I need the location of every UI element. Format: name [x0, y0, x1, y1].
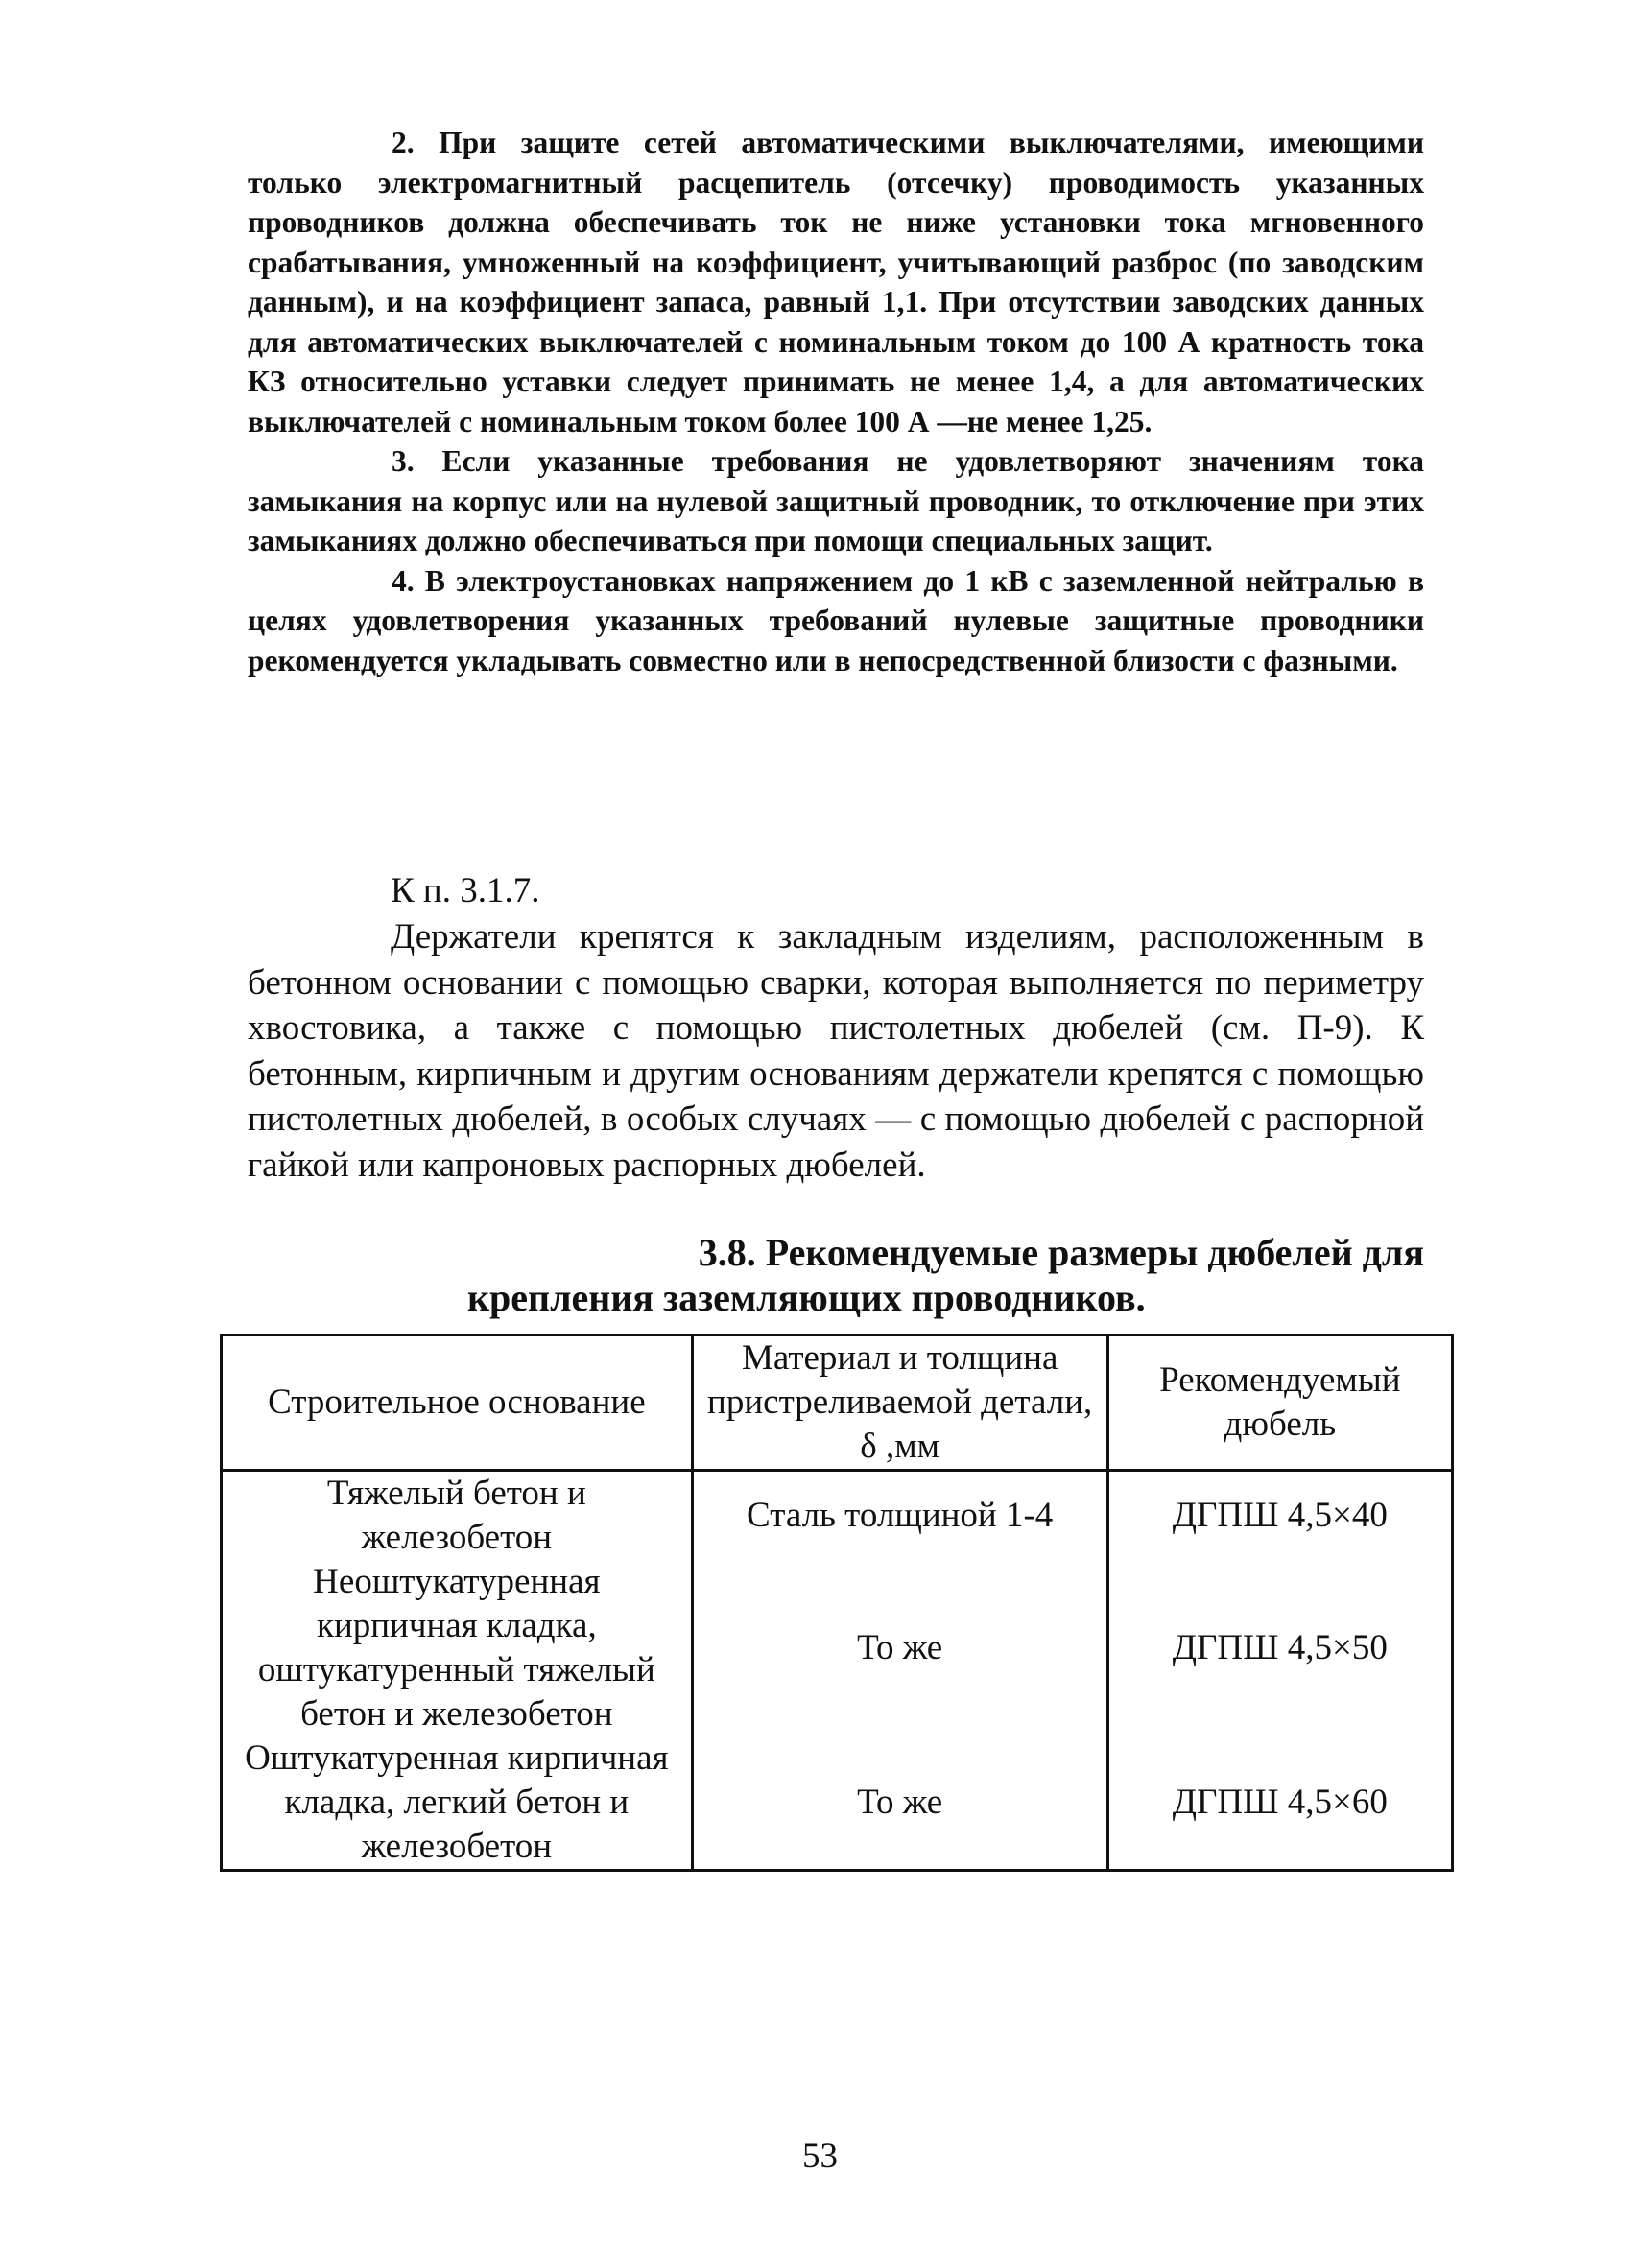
table-row [222, 1471, 1453, 1561]
notes-block [248, 123, 1424, 680]
cell-material: То же [692, 1560, 1107, 1736]
table-title-line-2: крепления заземляющих проводников. [467, 1276, 1146, 1319]
table-header-row [222, 1335, 1453, 1471]
page-number: 53 [802, 2137, 838, 2176]
cell-dowel: ДГПШ 4,5×60 [1107, 1736, 1452, 1871]
cell-dowel: ДГПШ 4,5×40 [1107, 1471, 1452, 1561]
cell-base: Оштукатуренная кирпичная кладка, легкий бетон и железобетон [222, 1736, 693, 1871]
cell-dowel: ДГПШ 4,5×50 [1107, 1560, 1452, 1736]
cell-base: Тяжелый бетон и железобетон [222, 1471, 693, 1561]
paragraph-holders: Держатели крепятся к закладным изделиям, расположенным в бетонном основании с помощью сварки, которая выполняется по периметру хвостовика, а также с помощью пистолетных дюбелей (см. П-9). К бетонным, кирпичным и другим основаниям держатели крепятся с помощью пистолетных дюбелей, в особых случаях — с помощью дюбелей с распорной гайкой или капроновых распорных дюбелей. [248, 917, 1424, 1185]
table-row [222, 1560, 1453, 1736]
header-material: Материал и толщина пристреливаемой детали, δ ,мм [692, 1335, 1107, 1471]
table-row [222, 1736, 1453, 1871]
header-base: Строительное основание [222, 1335, 693, 1471]
header-dowel: Рекомендуемый дюбель [1107, 1335, 1452, 1471]
table-title [467, 1230, 1424, 1320]
cell-material: Сталь толщиной 1-4 [692, 1471, 1107, 1561]
cell-material: То же [692, 1736, 1107, 1871]
table-title-line-1: 3.8. Рекомендуемые размеры дюбелей для [698, 1231, 1424, 1274]
holders-block [248, 914, 1424, 1188]
paragraph-note-4: 4. В электроустановках напряжением до 1 кВ с заземленной нейтралью в целях удовлетворения указанных требований нулевые защитные проводники рекомендуется укладывать совместно или в непосредственной близости с фазными. [248, 563, 1424, 677]
dowel-sizes-table [220, 1334, 1454, 1872]
paragraph-note-2: 2. При защите сетей автоматическими выключателями, имеющими только электромагнитный расцепитель (отсечку) проводимость указанных проводников должна обеспечивать ток не ниже установки тока мгновенного срабатывания, умноженный на коэффициент, учитывающий разброс (по заводским данным), и на коэффициент запаса, равный 1,1. При отсутствии заводских данных для автоматических выключателей с номинальным током до 100 А кратность тока КЗ относительно уставки следует принимать не менее 1,4, а для автоматических выключателей с номинальным током более 100 А —не менее 1,25. [248, 126, 1424, 438]
section-reference: К п. 3.1.7. [391, 871, 540, 910]
paragraph-note-3: 3. Если указанные требования не удовлетворяют значениям тока замыкания на корпус или на нулевой защитный проводник, то отключение при этих замыканиях должно обеспечиваться при помощи специальных защит. [248, 444, 1424, 557]
cell-base: Неоштукатуренная кирпичная кладка, оштукатуренный тяжелый бетон и железобетон [222, 1560, 693, 1736]
